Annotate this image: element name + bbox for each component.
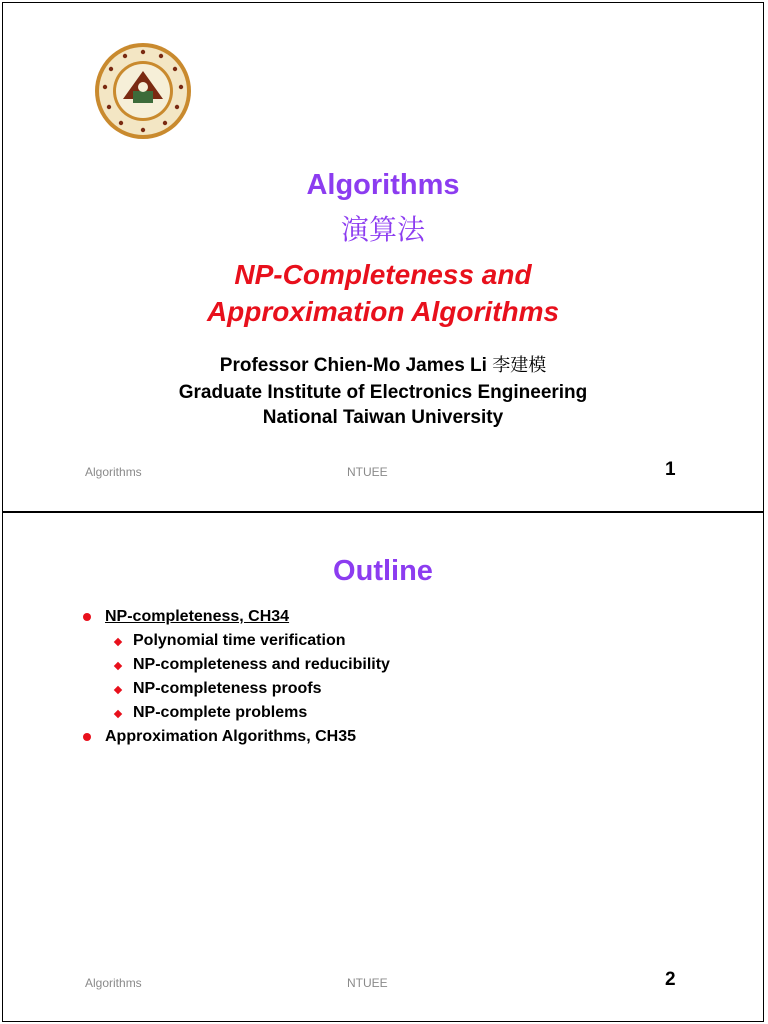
lecture-title	[3, 256, 763, 330]
outline-item-text: Approximation Algorithms, CH35	[105, 728, 356, 745]
page-number: 1	[665, 459, 676, 480]
course-title-cjk: 演算法	[340, 213, 425, 246]
slide-2	[2, 512, 764, 1022]
outline-subitem-text: NP-completeness and reducibility	[133, 656, 390, 673]
outline-subitem-text: NP-complete problems	[133, 704, 308, 721]
professor-line	[3, 351, 763, 377]
course-title: Algorithms	[306, 169, 460, 201]
outline-subitem	[81, 701, 390, 725]
university-seal-icon	[93, 41, 193, 141]
university: National Taiwan University	[262, 407, 504, 428]
footer-department: NTUEE	[347, 465, 388, 479]
page-number: 2	[665, 969, 676, 990]
slide-title: Outline	[333, 555, 433, 587]
outline-item	[81, 605, 390, 629]
footer-course: Algorithms	[85, 976, 142, 990]
professor-name-cjk: 李建模	[492, 355, 547, 376]
outline-subitem	[81, 653, 390, 677]
bullet-dot-icon	[83, 733, 91, 741]
lecture-title-line-1: NP-Completeness and	[234, 259, 532, 290]
outline-subitem	[81, 677, 390, 701]
outline-item	[81, 725, 390, 749]
footer-department: NTUEE	[347, 976, 388, 990]
outline-subitem-text: Polynomial time verification	[133, 632, 346, 649]
affiliation	[3, 380, 763, 430]
outline-subitem-text: NP-completeness proofs	[133, 680, 322, 697]
bullet-diamond-icon	[114, 686, 122, 694]
footer-course: Algorithms	[85, 465, 142, 479]
outline-list	[81, 605, 390, 749]
bullet-dot-icon	[83, 613, 91, 621]
outline-item-text: NP-completeness, CH34	[105, 608, 290, 625]
slide-1	[2, 2, 764, 512]
professor-name: Professor Chien-Mo James Li	[219, 355, 487, 376]
bullet-diamond-icon	[114, 710, 122, 718]
outline-subitem	[81, 629, 390, 653]
lecture-title-line-2: Approximation Algorithms	[206, 296, 560, 327]
institute: Graduate Institute of Electronics Engineering	[178, 382, 588, 403]
bullet-diamond-icon	[114, 638, 122, 646]
bullet-diamond-icon	[114, 662, 122, 670]
